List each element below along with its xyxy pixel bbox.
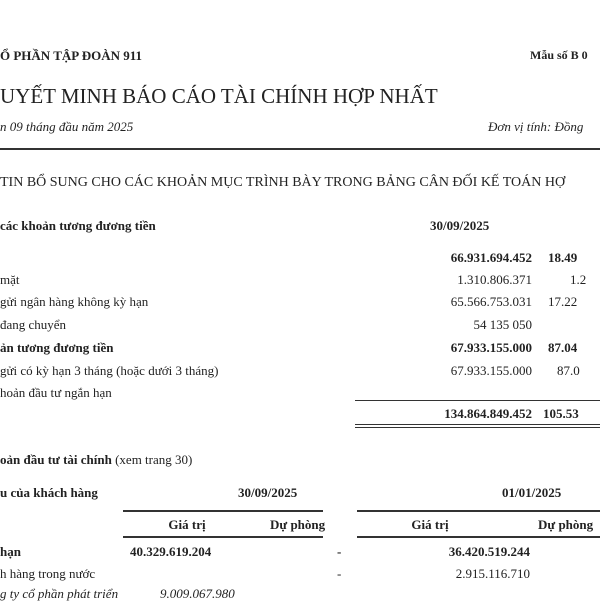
investments-ref: (xem trang 30) [111,452,193,467]
double-rule-2 [355,427,600,428]
cash-heading: các khoản tương đương tiền [0,218,156,233]
cash-row-v2: 18.49 [548,250,578,265]
subheader-value-2: Giá trị [411,517,449,532]
receivables-date2: 01/01/2025 [502,485,562,500]
investments-label: oản đầu tư tài chính [0,452,112,467]
cash-col-date: 30/09/2025 [430,218,490,233]
receivables-row-provision1: - [337,566,342,581]
cash-row-v2: 1.2 [570,272,587,287]
cash-row-v2: 17.22 [548,294,578,309]
sub-rule-1 [123,536,323,538]
receivables-row-provision1: - [337,544,342,559]
cash-row-v1: 54 135 050 [473,317,532,332]
cash-row-label: hoản đầu tư ngắn hạn [0,385,112,400]
cash-total-v2: 105.53 [543,406,579,421]
cash-row-label: ản tương đương tiền [0,340,114,355]
company-name: Ổ PHẦN TẬP ĐOÀN 911 [0,48,143,63]
receivables-row-value2: 2.915.116.710 [455,566,530,581]
cash-row-v1: 66.931.694.452 [450,250,532,265]
cash-row-v1: 67.933.155.000 [450,363,532,378]
sub-rule-2 [357,536,600,538]
receivables-row-value1: 9.009.067.980 [160,586,235,601]
group-rule-2 [357,510,600,512]
receivables-row-value1: 40.329.619.204 [130,544,212,559]
cash-row-v1: 1.310.806.371 [457,272,532,287]
report-title: UYẾT MINH BÁO CÁO TÀI CHÍNH HỢP NHẤT [0,84,438,108]
group-rule-1 [123,510,323,512]
cash-row-label: mặt [0,272,20,287]
form-number: Mẫu số B 0 [530,48,588,62]
currency-unit: Đơn vị tính: Đồng [488,119,584,134]
receivables-row-label: hạn [0,544,21,559]
subheader-provision-1: Dự phòng [270,517,326,532]
subheader-provision-2: Dự phòng [538,517,594,532]
section-title: TIN BỔ SUNG CHO CÁC KHOẢN MỤC TRÌNH BÀY TRONG BẢNG CÂN ĐỐI KẾ TOÁN HỢ [0,175,566,190]
cash-row-v2: 87.04 [548,340,578,355]
report-period: n 09 tháng đầu năm 2025 [0,119,134,134]
double-rule-1 [355,424,600,425]
receivables-heading: u của khách hàng [0,485,98,500]
cash-total-v1: 134.864.849.452 [444,406,532,421]
subheader-value-1: Giá trị [168,517,206,532]
receivables-row-label: g ty cổ phần phát triển [0,586,119,601]
header-rule [0,148,600,150]
cash-row-v1: 67.933.155.000 [450,340,532,355]
receivables-row-value2: 36.420.519.244 [448,544,530,559]
receivables-date1: 30/09/2025 [238,485,298,500]
receivables-row-label: h hàng trong nước [0,566,96,581]
total-rule [355,400,600,401]
cash-row-label: đang chuyển [0,317,67,332]
cash-row-v1: 65.566.753.031 [450,294,532,309]
cash-row-label: gửi có kỳ hạn 3 tháng (hoặc dưới 3 tháng) [0,363,219,378]
investments-note [0,453,192,466]
cash-row-label: gửi ngân hàng không kỳ hạn [0,294,149,309]
cash-row-v2: 87.0 [557,363,580,378]
